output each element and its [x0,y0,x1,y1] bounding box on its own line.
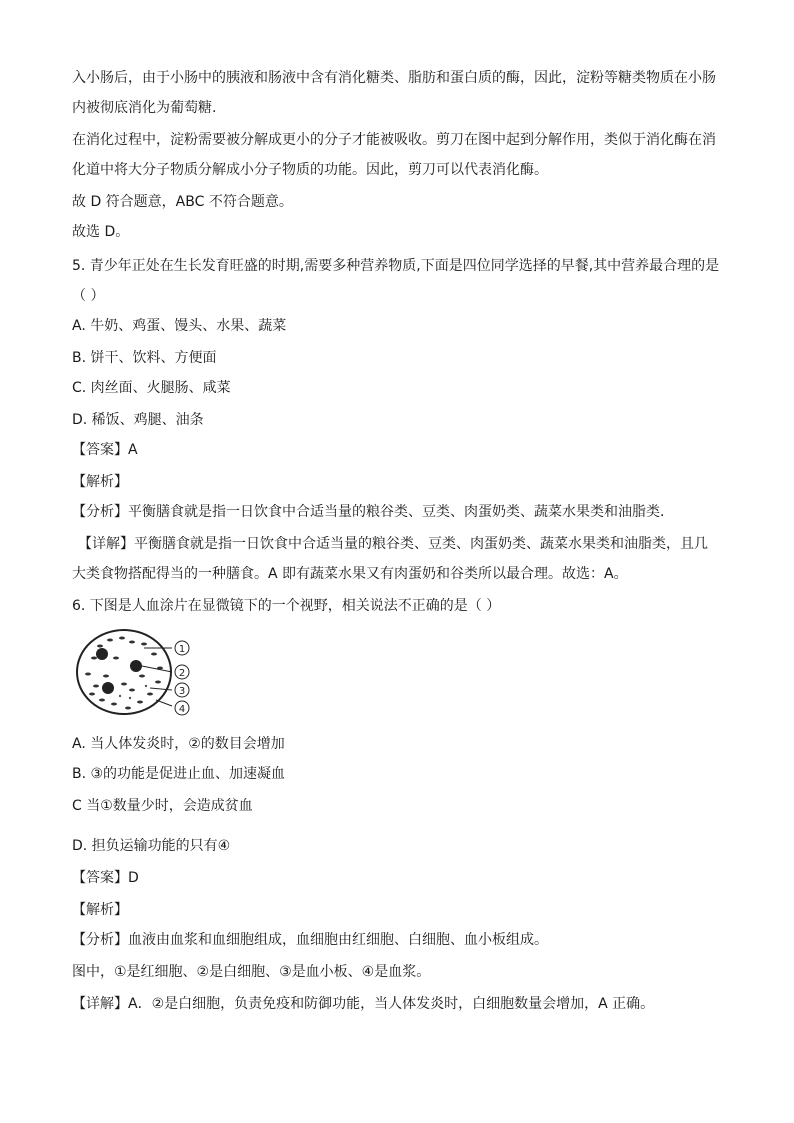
diagram-label: 2 [178,668,186,679]
text-line: 入小肠后，由于小肠中的胰液和肠液中含有消化糖类、脂肪和蛋白质的酶，因此，淀粉等糖类物质在小肠 [72,70,716,86]
detail-text: 【详解】A．②是白细胞，负责免疫和防御功能，当人体发炎时，白细胞数量会增加，A 正确。 [72,996,655,1012]
analysis-text: 【分析】血液由血浆和血细胞组成，血细胞由红细胞、白细胞、血小板组成。 [72,932,548,948]
answer-label: 【答案】D [72,870,139,886]
option-b: B. 饼干、饮料、方便面 [72,350,217,366]
text-line: 故 D 符合题意，ABC 不符合题意。 [72,194,293,210]
analysis-label: 【解析】 [72,474,128,490]
analysis-label: 【解析】 [72,902,128,918]
diagram-label: 3 [178,686,186,697]
detail-text: 【详解】平衡膳食就是指一日饮食中合适当量的粮谷类、豆类、肉蛋奶类、蔬菜水果类和油脂类，且几 [78,536,708,552]
text-line: 内被彻底消化为葡萄糖. [72,100,217,116]
figure-legend-text: 图中，①是红细胞、②是白细胞、③是血小板、④是血浆。 [72,964,431,980]
text-line: 故选 D。 [72,224,130,240]
diagram-label: 1 [178,644,186,655]
detail-text: 大类食物搭配得当的一种膳食。A 即有蔬菜水果又有肉蛋奶和谷类所以最合理。故选：A。 [72,566,628,582]
question-5-stem: 5. 青少年正处在生长发育旺盛的时期,需要多种营养物质,下面是四位同学选择的早餐,其中营养最合理的是 [72,258,720,274]
analysis-text: 【分析】平衡膳食就是指一日饮食中合适当量的粮谷类、豆类、肉蛋奶类、蔬菜水果类和油脂类． [72,504,674,520]
diagram-label: 4 [178,704,186,715]
option-a: A. 当人体发炎时，②的数目会增加 [72,736,285,752]
option-c: C. 肉丝面、火腿肠、咸菜 [72,380,231,396]
option-b: B. ③的功能是促进止血、加速凝血 [72,766,286,782]
question-5-paren: （ ） [72,288,105,304]
blood-smear-diagram [72,628,202,720]
text-line: 化道中将大分子物质分解成小分子物质的功能。因此，剪刀可以代表消化酶。 [72,162,548,178]
text-line: 在消化过程中，淀粉需要被分解成更小的分子才能被吸收。剪刀在图中起到分解作用，类似于消化酶在消 [72,132,716,148]
question-6-stem: 6. 下图是人血涂片在显微镜下的一个视野，相关说法不正确的是（ ） [72,598,501,614]
option-a: A. 牛奶、鸡蛋、馒头、水果、蔬菜 [72,318,287,334]
option-d: D. 担负运输功能的只有④ [72,838,231,854]
option-d: D. 稀饭、鸡腿、油条 [72,412,204,428]
option-c: C 当①数量少时，会造成贫血 [72,798,253,814]
answer-label: 【答案】A [72,442,138,458]
